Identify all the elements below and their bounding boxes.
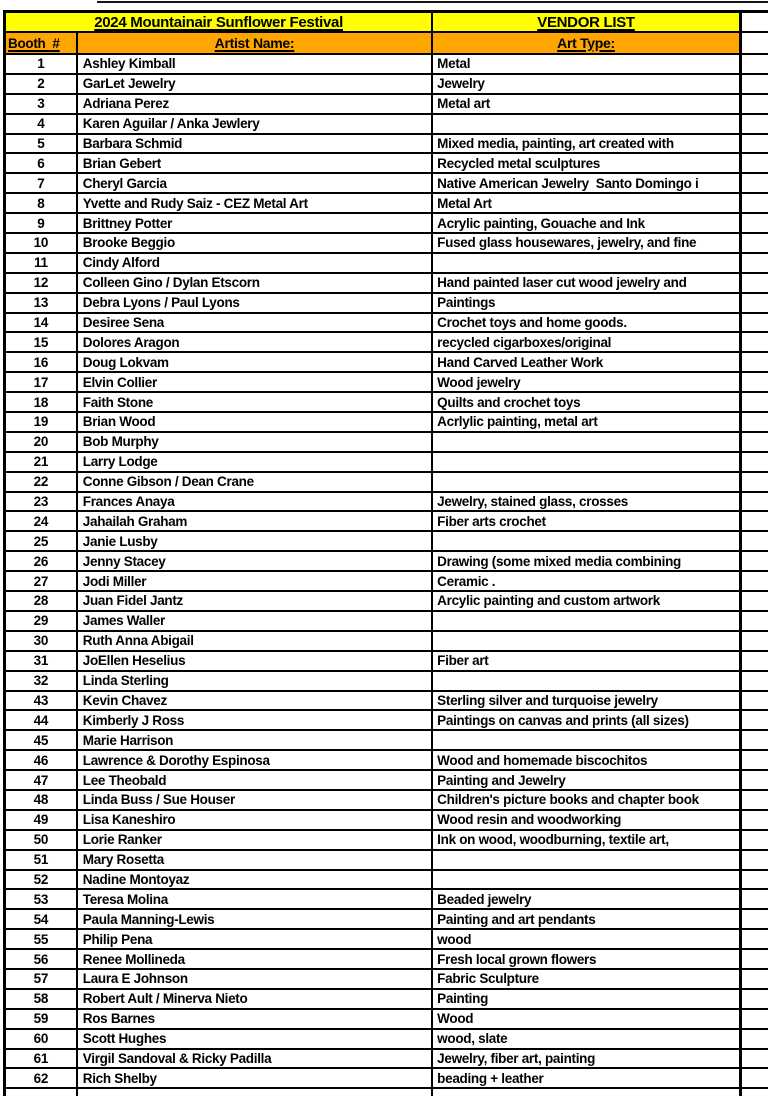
booth-number-cell: 51 [5,850,77,870]
table-row [5,114,768,134]
booth-number-cell: 9 [5,213,77,233]
art-type-cell [432,611,740,631]
table-row [5,213,768,233]
art-type-cell: Hand painted laser cut wood jewelry and [432,273,740,293]
booth-number-cell: 27 [5,571,77,591]
booth-number-cell: 6 [5,153,77,173]
art-type-cell [432,730,740,750]
artist-name-header-cell [77,32,432,54]
booth-number-cell: 26 [5,551,77,571]
booth-number-cell: 60 [5,1029,77,1049]
artist-name-cell: Robert Ault / Minerva Nieto [77,989,432,1009]
overflow-column-cell [740,1068,768,1088]
overflow-column-cell [740,273,768,293]
booth-number-cell: 19 [5,412,77,432]
booth-number-cell: 32 [5,671,77,691]
table-row [5,631,768,651]
artist-name-cell: Bob Murphy [77,432,432,452]
booth-number-cell: 28 [5,591,77,611]
table-row [5,889,768,909]
table-row [5,94,768,114]
festival-title: 2024 Mountainair Sunflower Festival [94,13,343,31]
table-row [5,273,768,293]
booth-number-cell: 59 [5,1009,77,1029]
table-row [5,830,768,850]
booth-number-header-cell [5,32,77,54]
table-row [5,810,768,830]
art-type-cell: Drawing (some mixed media combining [432,551,740,571]
overflow-column-cell [740,511,768,531]
overflow-column-cell [740,750,768,770]
art-type-cell: recycled cigarboxes/original [432,332,740,352]
booth-number-cell: 53 [5,889,77,909]
overflow-column-cell [740,12,768,33]
artist-name-cell: Brian Wood [77,412,432,432]
artist-name-cell: Lisa Kaneshiro [77,810,432,830]
overflow-column-cell [740,193,768,213]
overflow-column-cell [740,452,768,472]
table-row [5,1049,768,1069]
overflow-column-cell [740,671,768,691]
overflow-column-cell [740,830,768,850]
art-type-cell [432,432,740,452]
booth-number-cell: 29 [5,611,77,631]
booth-number-cell: 57 [5,969,77,989]
overflow-column-cell [740,790,768,810]
art-type-cell: Hand Carved Leather Work [432,352,740,372]
booth-number-cell: 43 [5,691,77,711]
overflow-column-cell [740,94,768,114]
art-type-cell: Acrlylic painting, metal art [432,412,740,432]
booth-number-cell: 14 [5,313,77,333]
column-header-row [5,32,768,54]
art-type-cell [432,850,740,870]
art-type-cell: Arcylic painting and custom artwork [432,591,740,611]
overflow-column-cell [740,571,768,591]
artist-name-cell: Lee Theobald [77,770,432,790]
booth-number-cell: 21 [5,452,77,472]
artist-name-cell: Kevin Chavez [77,691,432,711]
overflow-column-cell [740,173,768,193]
table-row [5,193,768,213]
overflow-column-cell [740,372,768,392]
booth-number-cell: 54 [5,909,77,929]
table-row [5,452,768,472]
artist-name-cell: Conne Gibson / Dean Crane [77,472,432,492]
art-type-cell: Metal art [432,94,740,114]
art-type-cell: Metal [432,54,740,74]
table-row [5,392,768,412]
table-row [5,293,768,313]
overflow-column-cell [740,74,768,94]
table-row [5,531,768,551]
overflow-column-cell [740,432,768,452]
overflow-column-cell [740,770,768,790]
artist-name-cell: Virgil Sandoval & Ricky Padilla [77,1049,432,1069]
artist-name-cell: Linda Buss / Sue Houser [77,790,432,810]
booth-number-cell: 46 [5,750,77,770]
overflow-column-cell [740,213,768,233]
table-row [5,153,768,173]
artist-name-cell: Jenny Stacey [77,551,432,571]
table-row [5,173,768,193]
art-type-cell [432,452,740,472]
art-type-cell: Wood and homemade biscochitos [432,750,740,770]
artist-name-cell [77,1088,432,1096]
art-type-cell [432,1088,740,1096]
overflow-column-cell [740,1049,768,1069]
artist-name-cell: Laura E Johnson [77,969,432,989]
artist-name-cell: Elvin Collier [77,372,432,392]
table-row [5,233,768,253]
artist-name-cell: Larry Lodge [77,452,432,472]
overflow-column-cell [740,332,768,352]
artist-name-cell: Karen Aguilar / Anka Jewlery [77,114,432,134]
artist-name-cell: Adriana Perez [77,94,432,114]
overflow-column-cell [740,531,768,551]
overflow-column-cell [740,850,768,870]
artist-name-cell: Cheryl Garcia [77,173,432,193]
booth-number-cell: 49 [5,810,77,830]
overflow-column-cell [740,710,768,730]
art-type-cell: Paintings [432,293,740,313]
art-type-cell: Paintings on canvas and prints (all sizes) [432,710,740,730]
artist-name-cell: Teresa Molina [77,889,432,909]
vendor-list-title: VENDOR LIST [537,13,635,31]
booth-number-cell: 31 [5,651,77,671]
overflow-column-cell [740,1088,768,1096]
art-type-cell: Ceramic . [432,571,740,591]
table-row [5,929,768,949]
art-type-cell: Painting and art pendants [432,909,740,929]
overflow-column-cell [740,651,768,671]
artist-name-cell: Cindy Alford [77,253,432,273]
artist-name-cell: Yvette and Rudy Saiz - CEZ Metal Art [77,193,432,213]
overflow-column-cell [740,889,768,909]
booth-number-cell: 3 [5,94,77,114]
table-row [5,551,768,571]
art-type-cell: Painting [432,989,740,1009]
booth-number-cell: 4 [5,114,77,134]
artist-name-cell: Colleen Gino / Dylan Etscorn [77,273,432,293]
overflow-column-cell [740,352,768,372]
table-row [5,611,768,631]
art-type-cell: Fabric Sculpture [432,969,740,989]
overflow-column-cell [740,810,768,830]
booth-number-cell: 22 [5,472,77,492]
overflow-column-cell [740,114,768,134]
table-row [5,909,768,929]
table-row [5,1029,768,1049]
booth-number-cell: 30 [5,631,77,651]
booth-number-cell: 17 [5,372,77,392]
overflow-column-cell [740,492,768,512]
artist-name-cell: Jodi Miller [77,571,432,591]
overflow-column-cell [740,54,768,74]
table-row [5,710,768,730]
art-type-cell: Jewelry [432,74,740,94]
booth-number-cell: 15 [5,332,77,352]
table-row [5,412,768,432]
artist-name-cell: Doug Lokvam [77,352,432,372]
artist-name-cell: Renee Mollineda [77,949,432,969]
table-row [5,372,768,392]
booth-number-cell: 12 [5,273,77,293]
table-row [5,1068,768,1088]
art-type-cell: beading + leather [432,1068,740,1088]
artist-name-cell: Debra Lyons / Paul Lyons [77,293,432,313]
table-row [5,74,768,94]
artist-name-cell: Kimberly J Ross [77,710,432,730]
artist-name-cell: Ros Barnes [77,1009,432,1029]
artist-name-cell: Marie Harrison [77,730,432,750]
booth-number-cell: 58 [5,989,77,1009]
table-row [5,511,768,531]
booth-number-cell: 61 [5,1049,77,1069]
artist-name-cell: Barbara Schmid [77,134,432,154]
overflow-column-cell [740,412,768,432]
vendor-list-title-cell [432,12,740,33]
table-row [5,850,768,870]
artist-name-cell: Paula Manning-Lewis [77,909,432,929]
artist-name-cell: Brittney Potter [77,213,432,233]
overflow-column-cell [740,472,768,492]
booth-number-cell: 13 [5,293,77,313]
table-row [5,969,768,989]
artist-name-cell: Lorie Ranker [77,830,432,850]
art-type-cell: Painting and Jewelry [432,770,740,790]
art-type-cell: Native American Jewelry Santo Domingo i [432,173,740,193]
artist-name-cell: Rich Shelby [77,1068,432,1088]
empty-trailing-row [5,1088,768,1096]
overflow-column-cell [740,969,768,989]
art-type-cell [432,253,740,273]
booth-number-cell: 50 [5,830,77,850]
art-type-cell: Fiber arts crochet [432,511,740,531]
table-row [5,54,768,74]
table-row [5,730,768,750]
booth-number-cell: 20 [5,432,77,452]
artist-name-cell: Brian Gebert [77,153,432,173]
booth-number-cell: 56 [5,949,77,969]
overflow-column-cell [740,253,768,273]
art-type-cell: Jewelry, fiber art, painting [432,1049,740,1069]
art-type-cell [432,671,740,691]
booth-number-header: Booth # [8,35,60,51]
booth-number-cell: 1 [5,54,77,74]
artist-name-cell: Frances Anaya [77,492,432,512]
art-type-cell: Recycled metal sculptures [432,153,740,173]
art-type-cell: Crochet toys and home goods. [432,313,740,333]
table-row [5,253,768,273]
booth-number-cell: 62 [5,1068,77,1088]
table-row [5,313,768,333]
art-type-cell: Wood [432,1009,740,1029]
art-type-cell: wood [432,929,740,949]
overflow-column-cell [740,730,768,750]
table-row [5,949,768,969]
art-type-cell [432,114,740,134]
table-row [5,571,768,591]
booth-number-cell: 52 [5,870,77,890]
table-row [5,492,768,512]
overflow-column-cell [740,32,768,54]
art-type-cell: Wood resin and woodworking [432,810,740,830]
table-row [5,671,768,691]
art-type-cell: Beaded jewelry [432,889,740,909]
overflow-column-cell [740,233,768,253]
table-row [5,432,768,452]
artist-name-cell: Lawrence & Dorothy Espinosa [77,750,432,770]
booth-number-cell: 44 [5,710,77,730]
art-type-cell: Jewelry, stained glass, crosses [432,492,740,512]
art-type-cell: Sterling silver and turquoise jewelry [432,691,740,711]
artist-name-cell: JoEllen Heselius [77,651,432,671]
booth-number-cell: 47 [5,770,77,790]
art-type-cell: Mixed media, painting, art created with [432,134,740,154]
art-type-cell: Children's picture books and chapter book [432,790,740,810]
overflow-column-cell [740,909,768,929]
artist-name-cell: Nadine Montoyaz [77,870,432,890]
booth-number-cell: 48 [5,790,77,810]
art-type-cell: Acrylic painting, Gouache and Ink [432,213,740,233]
overflow-column-cell [740,134,768,154]
artist-name-cell: Juan Fidel Jantz [77,591,432,611]
top-edge-artifact-line [97,1,768,3]
artist-name-header: Artist Name: [214,35,295,51]
table-row [5,790,768,810]
vendor-list-table [3,10,768,1096]
booth-number-cell: 45 [5,730,77,750]
artist-name-cell: Brooke Beggio [77,233,432,253]
overflow-column-cell [740,611,768,631]
artist-name-cell: James Waller [77,611,432,631]
table-row [5,989,768,1009]
booth-number-cell: 2 [5,74,77,94]
booth-number-cell: 8 [5,193,77,213]
table-row [5,352,768,372]
art-type-cell: Ink on wood, woodburning, textile art, [432,830,740,850]
art-type-cell [432,631,740,651]
artist-name-cell: Ruth Anna Abigail [77,631,432,651]
art-type-cell [432,870,740,890]
art-type-cell: Wood jewelry [432,372,740,392]
artist-name-cell: Janie Lusby [77,531,432,551]
table-row [5,134,768,154]
overflow-column-cell [740,631,768,651]
art-type-header: Art Type: [557,35,615,51]
table-row [5,770,768,790]
booth-number-cell: 24 [5,511,77,531]
table-row [5,691,768,711]
booth-number-cell: 18 [5,392,77,412]
festival-title-cell [5,12,433,33]
artist-name-cell: Linda Sterling [77,671,432,691]
artist-name-cell: Scott Hughes [77,1029,432,1049]
booth-number-cell: 25 [5,531,77,551]
table-row [5,1009,768,1029]
booth-number-cell: 23 [5,492,77,512]
artist-name-cell: Dolores Aragon [77,332,432,352]
booth-number-cell: 10 [5,233,77,253]
overflow-column-cell [740,949,768,969]
overflow-column-cell [740,153,768,173]
art-type-cell: Quilts and crochet toys [432,392,740,412]
booth-number-cell: 7 [5,173,77,193]
booth-number-cell: 55 [5,929,77,949]
art-type-cell [432,531,740,551]
overflow-column-cell [740,929,768,949]
overflow-column-cell [740,691,768,711]
artist-name-cell: GarLet Jewelry [77,74,432,94]
overflow-column-cell [740,313,768,333]
art-type-cell: Metal Art [432,193,740,213]
overflow-column-cell [740,392,768,412]
booth-number-cell: 11 [5,253,77,273]
art-type-cell [432,472,740,492]
art-type-cell: Fiber art [432,651,740,671]
booth-number-cell [5,1088,77,1096]
artist-name-cell: Ashley Kimball [77,54,432,74]
overflow-column-cell [740,293,768,313]
overflow-column-cell [740,870,768,890]
art-type-header-cell [432,32,740,54]
table-row [5,651,768,671]
overflow-column-cell [740,989,768,1009]
art-type-cell: Fresh local grown flowers [432,949,740,969]
art-type-cell: Fused glass housewares, jewelry, and fine [432,233,740,253]
artist-name-cell: Jahailah Graham [77,511,432,531]
artist-name-cell: Philip Pena [77,929,432,949]
booth-number-cell: 5 [5,134,77,154]
artist-name-cell: Faith Stone [77,392,432,412]
overflow-column-cell [740,551,768,571]
table-row [5,870,768,890]
art-type-cell: wood, slate [432,1029,740,1049]
table-row [5,332,768,352]
overflow-column-cell [740,591,768,611]
title-row [5,12,768,33]
table-row [5,591,768,611]
artist-name-cell: Desiree Sena [77,313,432,333]
overflow-column-cell [740,1029,768,1049]
booth-number-cell: 16 [5,352,77,372]
table-row [5,472,768,492]
table-row [5,750,768,770]
artist-name-cell: Mary Rosetta [77,850,432,870]
overflow-column-cell [740,1009,768,1029]
